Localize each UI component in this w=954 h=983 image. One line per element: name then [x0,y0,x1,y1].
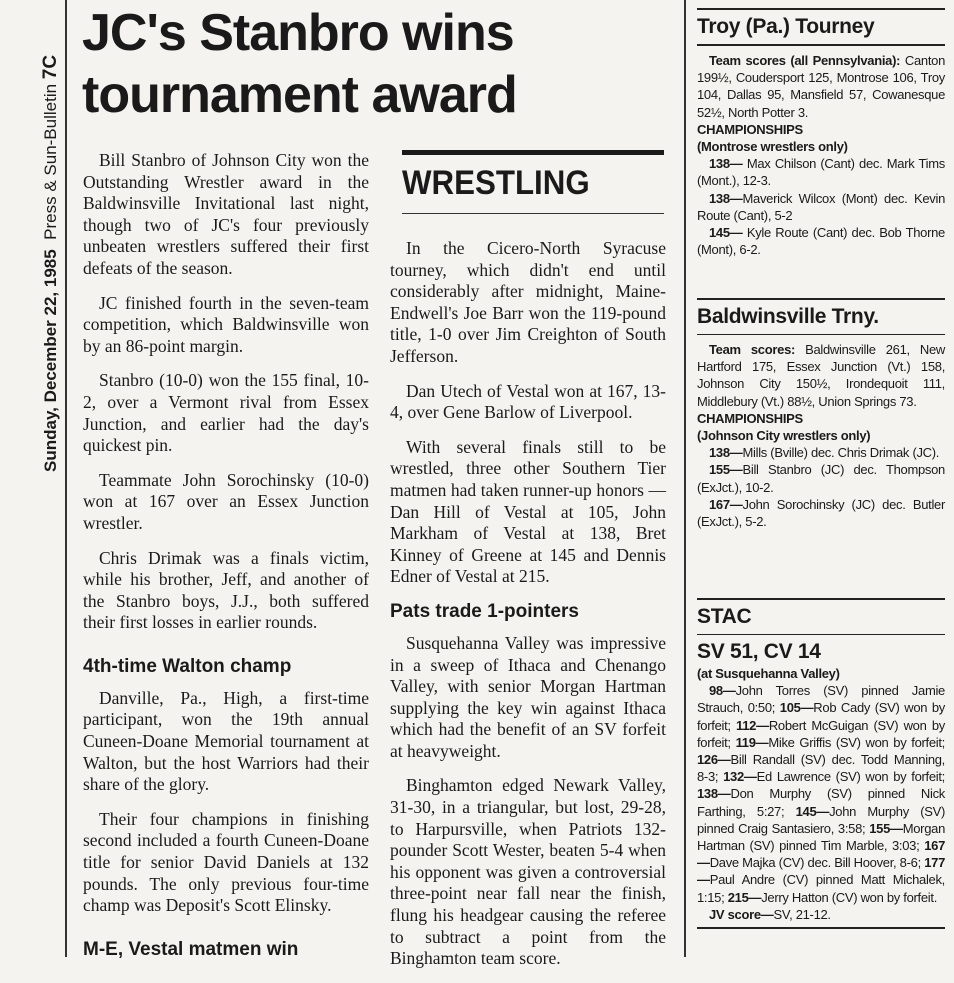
weight-class: 138— [709,445,743,461]
match-score: SV 51, CV 14 [697,640,821,663]
bout-result: John Murphy (SV) pinned Craig Santasiero, 3:58; [697,803,946,836]
weight-class: 138— [697,786,731,802]
bout-result: Ed Lawrence (SV) won by forfeit; [756,769,945,785]
masthead-date: Sunday, December 22, 1985 [41,249,60,472]
column-rule [684,0,686,957]
results-title: STAC [697,605,752,628]
bout-result: Don Murphy (SV) pinned Nick Farthing, 5:27; [697,786,945,819]
results-stac [697,598,945,929]
masthead-paper: Press & Sun-Bulletin [41,83,60,240]
rule [697,334,945,335]
bout-result: Dave Majka (CV) dec. Bill Hoover, 8-6; [709,855,925,871]
weight-class: 155— [709,462,743,478]
weight-class: 105— [779,700,814,716]
bout-result: John Torres (SV) pinned Jamie Strauch, 0:50; [697,683,945,716]
bout [697,496,945,530]
paragraph: Dan Utech of Vestal won at 167, 13-4, over Gene Barlow of Liverpool. [390,380,666,423]
championships-label: CHAMPIONSHIPS [697,121,803,137]
masthead-page: 7C [40,54,61,80]
paragraph: Susquehanna Valley was impressive in a sweep of Ithaca and Chenango Valley, with senior Morgan Hartman supplying the key win against Ithaca which had the benefit of an SV forfeit at heavyweight. [390,632,666,761]
bout-result: Max Chilson (Cant) dec. Mark Tims (Mont.), 12-3. [697,156,945,189]
team-scores: Canton 199½, Coudersport 125, Montrose 106, Troy 104, Dallas 95, Mansfield 57, Cowanesque 52½, North Potter 3. [697,53,945,120]
rule [697,634,945,635]
weight-class: 215— [727,889,762,905]
results-title: Baldwinsville Trny. [697,305,879,328]
bout [736,735,945,750]
bout-result: Bill Stanbro (JC) dec. Thompson (ExJct.), 10-2. [697,462,945,495]
note: (at Susquehanna Valley) [697,666,840,681]
note: (Montrose wrestlers only) [697,139,848,155]
bout [697,224,945,258]
weight-class: 119— [735,734,769,750]
weight-class: 138— [709,190,743,206]
column-rule [65,0,67,957]
paragraph: Danville, Pa., High, a first-time participant, won the 19th annual Cuneen-Doane Memorial tournament at Walton, but the host Warriors had their share of the glory. [83,687,369,795]
bout [697,190,945,224]
paragraph: Stanbro (10-0) won the 155 final, 10-2, over a Vermont rival from Essex Junction, and earlier had the day's quickest pin. [83,370,369,456]
weight-class: 112— [736,717,769,733]
championships-label: CHAMPIONSHIPS [697,410,803,426]
bout-result: John Sorochinsky (JC) dec. Butler (ExJct.), 5-2. [697,496,945,530]
weight-class: 126— [697,752,731,768]
weight-class: 98— [709,683,736,699]
bout-result: Maverick Wilcox (Mont) dec. Kevin Route (Cant), 5-2 [697,190,945,223]
headline: JC's Stanbro wins tournament award [82,4,517,124]
bout-result: Paul Andre (CV) pinned Matt Michalek, 1:15; [697,872,945,905]
bout-result: Bill Randall (SV) dec. Todd Manning, 8-3; [697,752,945,785]
bout-result: Rob Cady (SV) won by forfeit; [697,700,945,733]
rule [697,927,945,929]
subhead-pats: Pats trade 1-pointers [390,600,579,622]
paragraph: Binghamton edged Newark Valley, 31-30, in a triangular, but lost, 29-28, to Harpursville, when Patriots 132-pounder Scott Wester, beaten 5-4 when his opponent was given a controversial three-point near fall near the finish, flung his headgear causing the referee to subtract a point from the Binghamton team score. [390,775,666,969]
scores-label: Team scores: [709,342,796,357]
weight-class: 145— [709,225,743,241]
weight-class: 145— [795,803,830,819]
weight-class: 155— [869,820,903,836]
weight-class: 177— [697,855,945,888]
bout [697,461,945,495]
paragraph: With several finals still to be wrestled, three other Southern Tier matmen had taken runner-up honors — Dan Hill of Vestal at 105, John Markham of Vestal at 138, Bret Kinney of Greene at 145 and Dennis Edner of Vestal at 215. [390,436,666,587]
bout-result: Jerry Hatton (CV) won by forfeit. [761,889,938,905]
paragraph: In the Cicero-North Syracuse tourney, which didn't end until considerably after midnight, Maine-Endwell's Joe Barr won the 119-pound title, 1-0 over Jim Creighton of South Jefferson. [390,238,666,366]
kicker-bar [402,150,664,155]
bout [728,890,937,905]
section-kicker [402,150,664,214]
bout [697,155,945,189]
team-scores: Baldwinsville 261, New Hartford 175, Essex Junction (Vt.) 158, Johnson City 150½, Irondequoit 111, Middlebury (Vt.) 88½, Union Springs 73. [697,342,945,409]
results-baldwinsville [697,298,945,530]
results-troy [697,8,945,258]
rule [697,598,945,600]
subhead-walton: 4th-time Walton champ [83,655,292,677]
bout-result: Morgan Hartman (SV) pinned Tim Marble, 3:03; [697,820,945,854]
paragraph: JC finished fourth in the seven-team competition, which Baldwinsville won by an 86-point margin. [83,292,369,356]
bout-results [697,682,945,906]
scores-label: Team scores (all Pennsylvania): [709,53,901,68]
subhead-me-vestal: M-E, Vestal matmen win [83,938,299,960]
masthead [40,0,64,475]
weight-class: 138— [709,156,743,172]
paragraph: Bill Stanbro of Johnson City won the Outstanding Wrestler award in the Baldwinsville Invitational last night, though two of JC's four previously unbeaten wrestlers suffered their first defeats of the season. [83,150,369,278]
jv-label: JV score— [709,906,774,922]
results-title: Troy (Pa.) Tourney [697,15,875,38]
article-column-1 [83,150,369,971]
bout-result: Robert McGuigan (SV) won by forfeit; [697,717,945,750]
bout-result: Mills (Bville) dec. Chris Drimak (JC). [742,445,940,461]
weight-class: 132— [723,769,757,785]
note: (Johnson City wrestlers only) [697,428,871,444]
rule [697,8,945,10]
bout [723,769,945,784]
rule [697,44,945,46]
weight-class: 167— [709,496,743,512]
bout [697,444,945,461]
paragraph: Their four champions in finishing second included a fourth Cuneen-Doane title for senior David Daniels at 132 pounds. The only previous four-time champ was Deposit's Scott Elinsky. [83,808,369,916]
paragraph: Teammate John Sorochinsky (10-0) won at 167 over an Essex Junction wrestler. [83,469,369,533]
bout-result: Kyle Route (Cant) dec. Bob Thorne (Mont), 6-2. [697,225,945,258]
jv-score: SV, 21-12. [773,906,831,922]
kicker-title: WRESTLING [402,164,590,202]
rule [697,298,945,300]
paragraph: Chris Drimak was a finals victim, while his brother, Jeff, and another of the Stanbro boys, J.J., both suffered their first losses in earlier rounds. [83,547,369,633]
bout-result: Mike Griffis (SV) won by forfeit; [768,734,945,750]
kicker-rule [402,213,664,214]
article-column-2 [390,238,666,983]
weight-class: 167— [697,838,945,871]
